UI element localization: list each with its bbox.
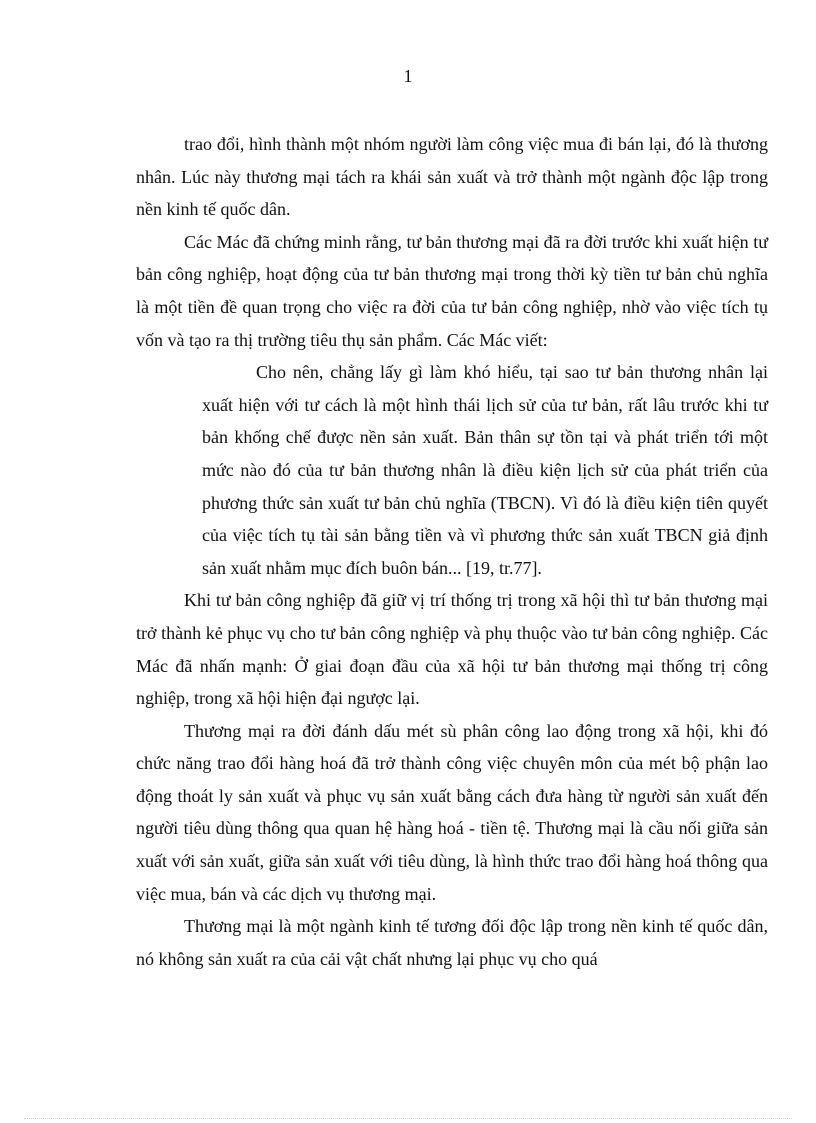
- paragraph-economic-sector: Thương mại là một ngành kinh tế tương đối độc lập trong nền kinh tế quốc dân, nó không sản xuất ra của cải vật chất nhưng lại phục vụ cho quá: [136, 916, 768, 969]
- page-bottom-divider: [24, 1118, 792, 1119]
- block-quote: Cho nên, chẳng lấy gì làm khó hiểu, tại sao tư bản thương nhân lại xuất hiện với tư cách là một hình thái lịch sử của tư bản, rất lâu trước khi tư bản khống chế được nền sản xuất. Bản thân sự tồn tại và phát triển tới một mức nào đó của tư bản thương nhân là điều kiện lịch sử của phát triển của phương thức sản xuất tư bản chủ nghĩa (TBCN). Vì đó là điều kiện tiên quyết của việc tích tụ tài sản bằng tiền và vì phương thức sản xuất TBCN giả định sản xuất nhằm mục đích buôn bán... [19, tr.77].: [202, 362, 768, 578]
- body-text: [136, 128, 768, 975]
- paragraph-division-of-labor: Thương mại ra đời đánh dấu mét sù phân công lao động trong xã hội, khi đó chức năng trao đổi hàng hoá đã trở thành công việc chuyên môn của mét bộ phận lao động thoát ly sản xuất và phục vụ sản xuất bằng cách đưa hàng từ người sản xuất đến người tiêu dùng thông qua quan hệ hàng hoá - tiền tệ. Thương mại là cầu nối giữa sản xuất với sản xuất, giữa sản xuất với tiêu dùng, là hình thức trao đổi hàng hoá thông qua việc mua, bán và các dịch vụ thương mại.: [136, 720, 768, 904]
- page-number: 1: [403, 66, 413, 86]
- paragraph-marx-argument: Các Mác đã chứng minh rằng, tư bản thương mại đã ra đời trước khi xuất hiện tư bản công nghiệp, hoạt động của tư bản thương mại trong thời kỳ tiền tư bản chủ nghĩa là một tiền đề quan trọng cho việc ra đời của tư bản công nghiệp, nhờ vào việc tích tụ vốn và tạo ra thị trường tiêu thụ sản phẩm. Các Mác viết:: [136, 231, 768, 350]
- paragraph-continuation: trao đổi, hình thành một nhóm người làm công việc mua đi bán lại, đó là thương nhân. Lúc này thương mại tách ra khái sản xuất và trở thành một ngành độc lập trong nền kinh tế quốc dân.: [136, 134, 768, 220]
- paragraph-industrial-capital: Khi tư bản công nghiệp đã giữ vị trí thống trị trong xã hội thì tư bản thương mại trở thành kẻ phục vụ cho tư bản công nghiệp và phụ thuộc vào tư bản công nghiệp. Các Mác đã nhấn mạnh: Ở giai đoạn đầu của xã hội tư bản thương mại thống trị công nghiệp, trong xã hội hiện đại ngược lại.: [136, 590, 768, 709]
